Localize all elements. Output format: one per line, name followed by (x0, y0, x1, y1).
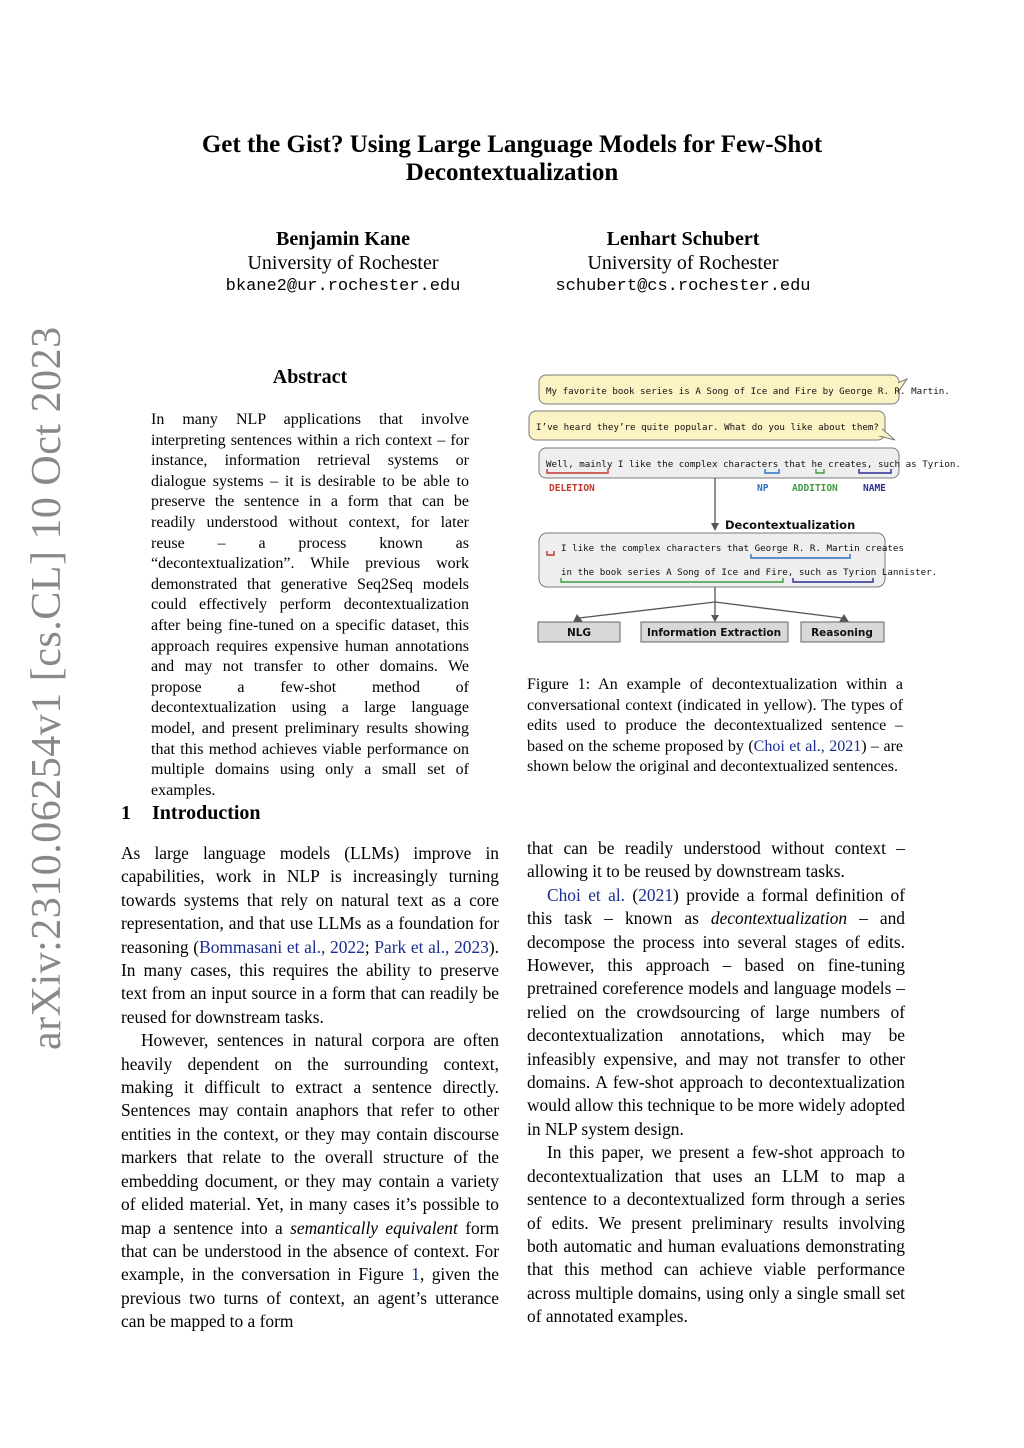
citation-link[interactable]: Park et al., 2023 (374, 936, 489, 957)
bubble-3-text-part: I like the complex characters that (612, 459, 812, 470)
fanout-arrow-nlg (579, 602, 715, 618)
bubble-3-text-part: . (955, 459, 961, 470)
paper-title (130, 131, 894, 187)
author-name: Lenhart Schubert (606, 228, 760, 250)
fanout-arrow-reasoning (715, 602, 842, 618)
legend-np: NP (757, 483, 769, 494)
legend-name: NAME (863, 483, 886, 494)
author-email[interactable]: bkane2@ur.rochester.edu (225, 277, 461, 296)
bubble-3-np-span: he (811, 459, 823, 470)
bubble-3-deletion-span: Well, mainly (546, 459, 613, 470)
citation-year-link[interactable]: 2021 (638, 884, 674, 905)
bubble-3-text (546, 459, 961, 470)
target-label: Reasoning (811, 627, 873, 639)
decontextualization-label: Decontextualization (725, 518, 856, 532)
bubble-3-addition-span: , such as (866, 459, 923, 470)
paragraph-text: ) provide a formal definition of this task – known as (527, 884, 906, 929)
paragraph-text: However, sentences in natural corpora are often heavily dependent on the surrounding context, making it difficult to extract a sentence directly. Sentences may contain anaphors that refer to other entities in the context, or they may contain discourse markers that relate to the overall structure of the embedding document, or they may contain a variety of elided material. Yet, in many cases it’s possible to map a sentence into a (121, 1030, 499, 1238)
abstract-heading: Abstract (272, 366, 348, 388)
output-line-2 (561, 567, 937, 578)
output-text-part: . (931, 567, 938, 578)
target-label: Information Extraction (646, 627, 782, 639)
decontextualized-box (539, 533, 937, 587)
figure-caption (527, 675, 903, 778)
emphasis: semantically equivalent (290, 1217, 458, 1238)
figure-ref-link[interactable]: 1 (411, 1264, 420, 1285)
citation-link[interactable]: Choi et al., 2021 (753, 737, 862, 755)
citation-link[interactable]: Choi et al. (547, 884, 626, 905)
target-box-nlg (538, 622, 620, 642)
arrow-head-icon (711, 615, 719, 622)
target-box-information-extraction (641, 622, 788, 642)
paragraph-text: As large language models (LLMs) improve in capabilities, work in NLP is increasingly turning towards systems that rely on natural text as a core representation, and that use LLMs as a foundation for reasoning ( (121, 843, 499, 957)
target-label: NLG (566, 627, 592, 639)
author-block-1 (193, 227, 493, 299)
emphasis: decontextualization (710, 908, 848, 929)
output-text-part: I like the complex characters that (561, 543, 755, 554)
author-name: Benjamin Kane (276, 228, 410, 250)
arrow-head-icon (711, 523, 719, 531)
bubble-3-name-span: Tyrion (922, 459, 956, 470)
output-np-span: George R. R. Martin (754, 543, 860, 554)
arxiv-side-stamp: arXiv:2310.06254v1 [cs.CL] 10 Oct 2023 (24, 326, 70, 1050)
author-block-2 (533, 227, 833, 299)
paragraph (121, 842, 499, 1029)
target-box-reasoning (801, 622, 884, 642)
section-heading (121, 802, 261, 825)
paragraph: In this paper, we present a few-shot approach to decontextualization that uses an LLM to map a sentence to a decontextualized form through a series of edits. We present preliminary results involving both automatic and human evaluations demonstrating that this method can achieve viable performance across multiple domains, using only a single small set of annotated examples. (527, 1142, 905, 1327)
author-affiliation: University of Rochester (587, 252, 779, 274)
paragraph-text: , given the previous two turns of context, an agent’s utterance can be mapped to a form (121, 1264, 499, 1332)
paragraph-text: ; (364, 936, 375, 957)
output-text-part: , such as (787, 567, 844, 578)
author-affiliation: University of Rochester (247, 252, 439, 274)
paragraph (527, 884, 905, 1141)
output-addition-span: in the book series A Song of Ice and Fire (561, 567, 788, 578)
title-line-2: Decontextualization (405, 159, 619, 186)
caption-text: ) – are shown below the original and decontextualized sentences. (527, 737, 903, 776)
section-title: Introduction (152, 802, 261, 824)
output-text-part: creates (859, 543, 904, 554)
chat-bubble-2 (529, 411, 895, 440)
paragraph: that can be readily understood without context – allowing it to be reused by downstream tasks. (527, 838, 905, 882)
author-email[interactable]: schubert@cs.rochester.edu (555, 277, 811, 296)
bubble-2-text: I’ve heard they’re quite popular. What do you like about them? (536, 422, 879, 433)
figure-1 (527, 370, 961, 650)
citation-link[interactable]: Bommasani et al., 2022 (199, 936, 365, 957)
left-column (121, 842, 499, 1334)
paragraph-text: form that can be understood in the absence of context. For example, in the conversation in Figure (121, 1217, 499, 1285)
paragraph (121, 1029, 499, 1333)
paragraph-text: – and decompose the process into several stages of edits. However, this approach – based on fine-tuning pretrained coreference models and language models – relied on the crowdsourcing of large numbers of decontextualization annotations, which may be infeasibly expensive, and may not transfer to other domains. A few-shot approach to decontextualization would allow this technique to be more widely adopted in NLP system design. (527, 908, 905, 1139)
bubble-3-text-part: creates (822, 459, 867, 470)
legend-addition: ADDITION (792, 483, 838, 494)
bubble-1-text: My favorite book series is A Song of Ice and Fire by George R. R. Martin. (546, 386, 950, 397)
caption-text: Figure 1: An example of decontextualization within a conversational context (indicated in yellow). The types of edits used to produce the decontextualized sentence – based on the scheme proposed by ( (527, 676, 903, 755)
section-number: 1 (121, 802, 131, 824)
output-name-span: Tyrion Lannister (843, 567, 932, 578)
legend-deletion: DELETION (549, 483, 595, 494)
paragraph-text: ). In many cases, this requires the ability to preserve text from an input source in a form that can readily be reused for downstream tasks. (121, 936, 500, 1027)
chat-bubble-1 (539, 375, 950, 404)
output-line-1 (561, 543, 904, 554)
paragraph-text: ( (625, 884, 639, 905)
right-column (527, 837, 905, 1329)
title-line-1: Get the Gist? Using Large Language Models for Few-Shot (201, 131, 823, 158)
abstract-body: In many NLP applications that involve interpreting sentences within a rich context – for instance, information retrieval systems or dialogue systems – it is desirable to be able to preserve the sentence in a form that can be readily understood without context, for later reuse – a process known as “decontextualization”. While previous work demonstrated that generative Seq2Seq models could effectively perform decontextualization after being fine-tuned on a specific dataset, this approach requires expensive human annotations and may not transfer to other domains. We propose a few-shot method of decontextualization using a large language model, and present preliminary results showing that this method achieves viable performance on multiple domains using only a small set of examples. (151, 411, 469, 799)
